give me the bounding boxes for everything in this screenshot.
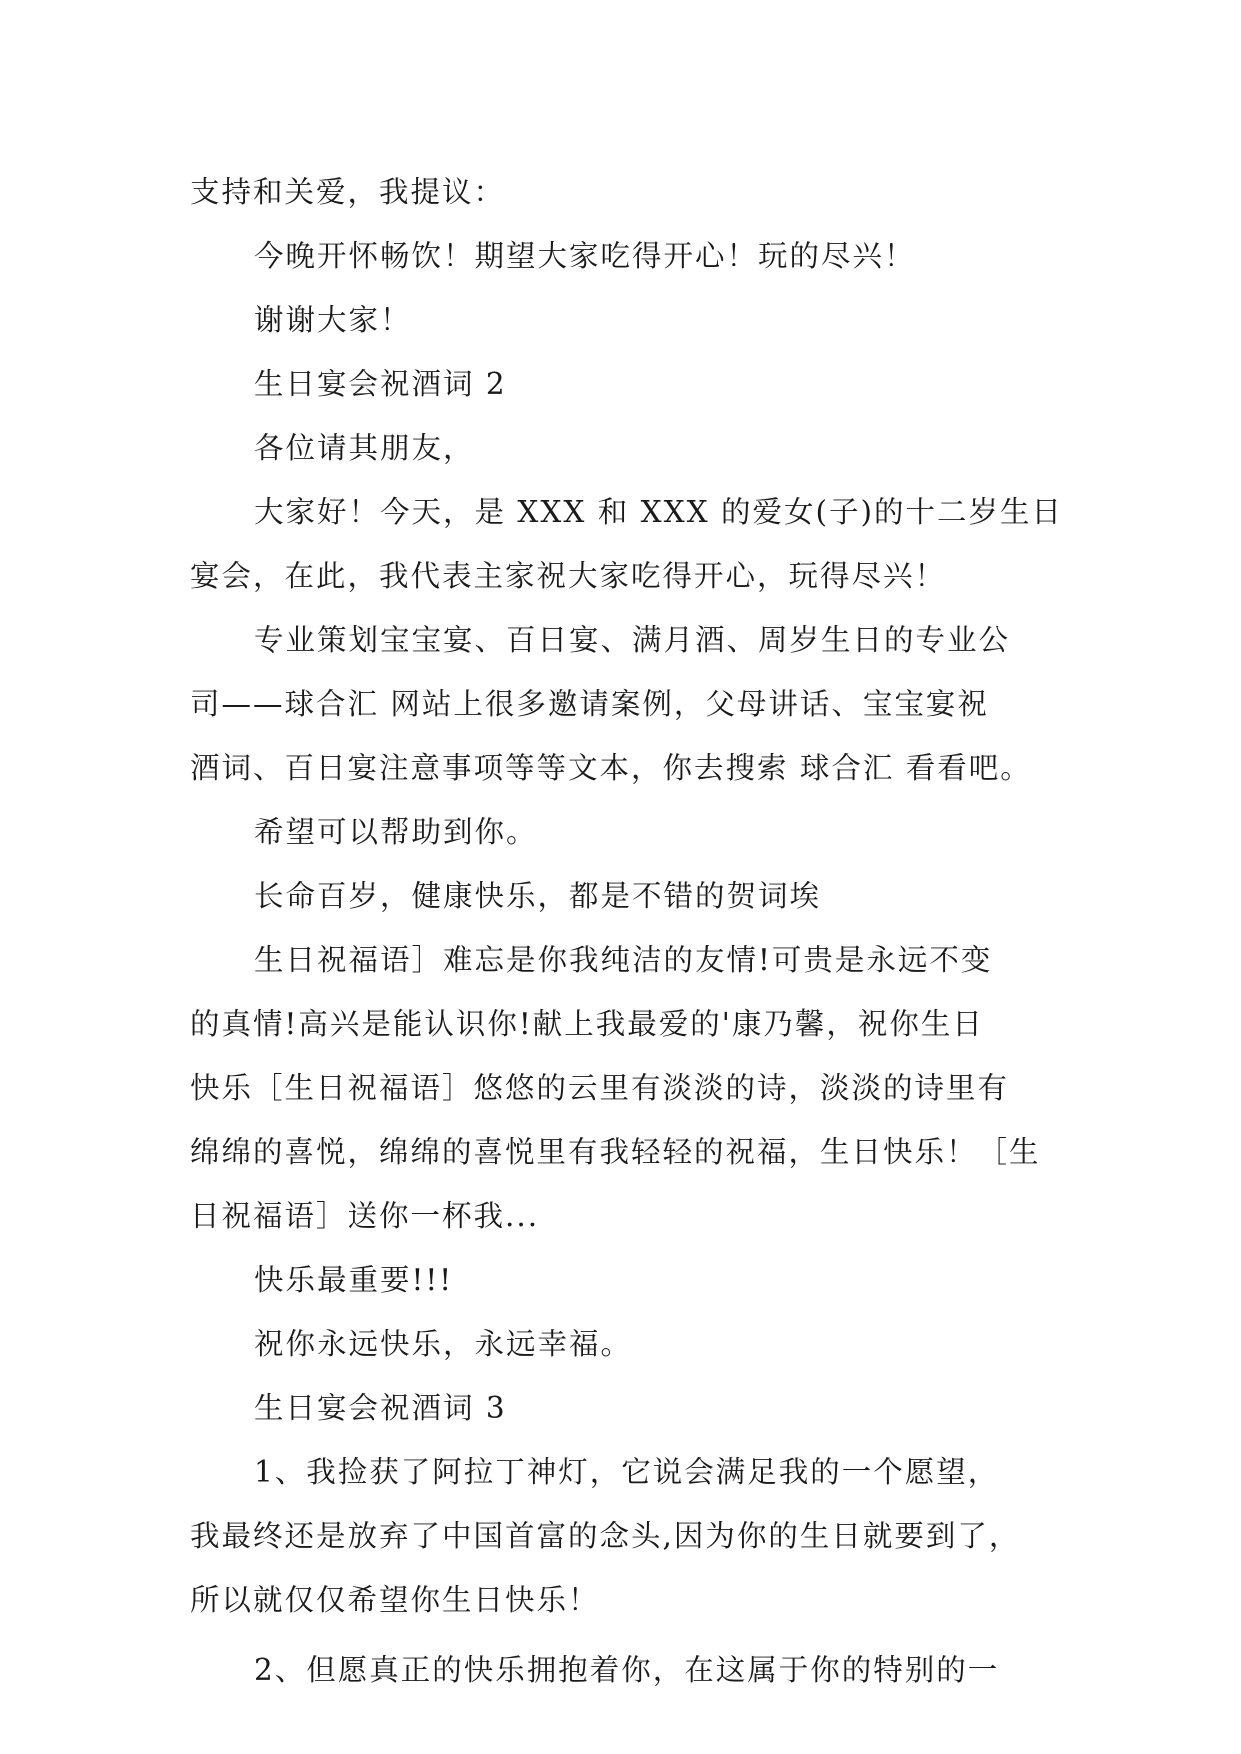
paragraph-line: 今晚开怀畅饮！期望大家吃得开心！玩的尽兴！ [254,239,916,273]
paragraph-line: 希望可以帮助到你。 [254,815,538,849]
paragraph-line: 快乐最重要!!! [254,1263,454,1297]
document-body [190,160,1064,1702]
paragraph-line: 长命百岁，健康快乐，都是不错的贺词埃 [254,879,822,913]
paragraph-line: 绵绵的喜悦，绵绵的喜悦里有我轻轻的祝福，生日快乐！［生 [190,1135,1041,1169]
paragraph-line: 专业策划宝宝宴、百日宴、满月酒、周岁生日的专业公 [254,623,1011,657]
paragraph-line: 各位请其朋友， [254,431,475,465]
paragraph-line: 快乐［生日祝福语］悠悠的云里有淡淡的诗，淡淡的诗里有 [190,1071,1010,1105]
paragraph-line: 的真情!高兴是能认识你!献上我最爱的'康乃馨，祝你生日 [190,1007,984,1041]
paragraph-line: 大家好！今天，是 XXX 和 XXX 的爱女(子)的十二岁生日 [254,495,1064,529]
paragraph-line: 司——球合汇 网站上很多邀请案例，父母讲话、宝宝宴祝 [190,687,989,721]
paragraph-line: 支持和关爱，我提议： [190,175,506,209]
paragraph-line: 生日祝福语］难忘是你我纯洁的友情!可贵是永远不变 [254,943,993,977]
paragraph-line: 祝你永远快乐，永远幸福。 [254,1327,633,1361]
section-heading: 生日宴会祝酒词 2 [254,367,507,401]
paragraph-line: 宴会，在此，我代表主家祝大家吃得开心，玩得尽兴！ [190,559,947,593]
paragraph-line: 谢谢大家！ [254,303,412,337]
paragraph-line: 我最终还是放弃了中国首富的念头,因为你的生日就要到了， [190,1519,1021,1553]
paragraph-line: 1、我捡获了阿拉丁神灯，它说会满足我的一个愿望， [254,1455,1000,1489]
paragraph-line: 酒词、百日宴注意事项等等文本，你去搜索 球合汇 看看吧。 [190,751,1032,785]
paragraph-line: 日祝福语］送你一杯我... [190,1199,540,1233]
section-heading: 生日宴会祝酒词 3 [254,1391,507,1425]
paragraph-line: 所以就仅仅希望你生日快乐！ [190,1583,600,1617]
paragraph-line: 2、但愿真正的快乐拥抱着你，在这属于你的特别的一 [254,1653,1000,1687]
